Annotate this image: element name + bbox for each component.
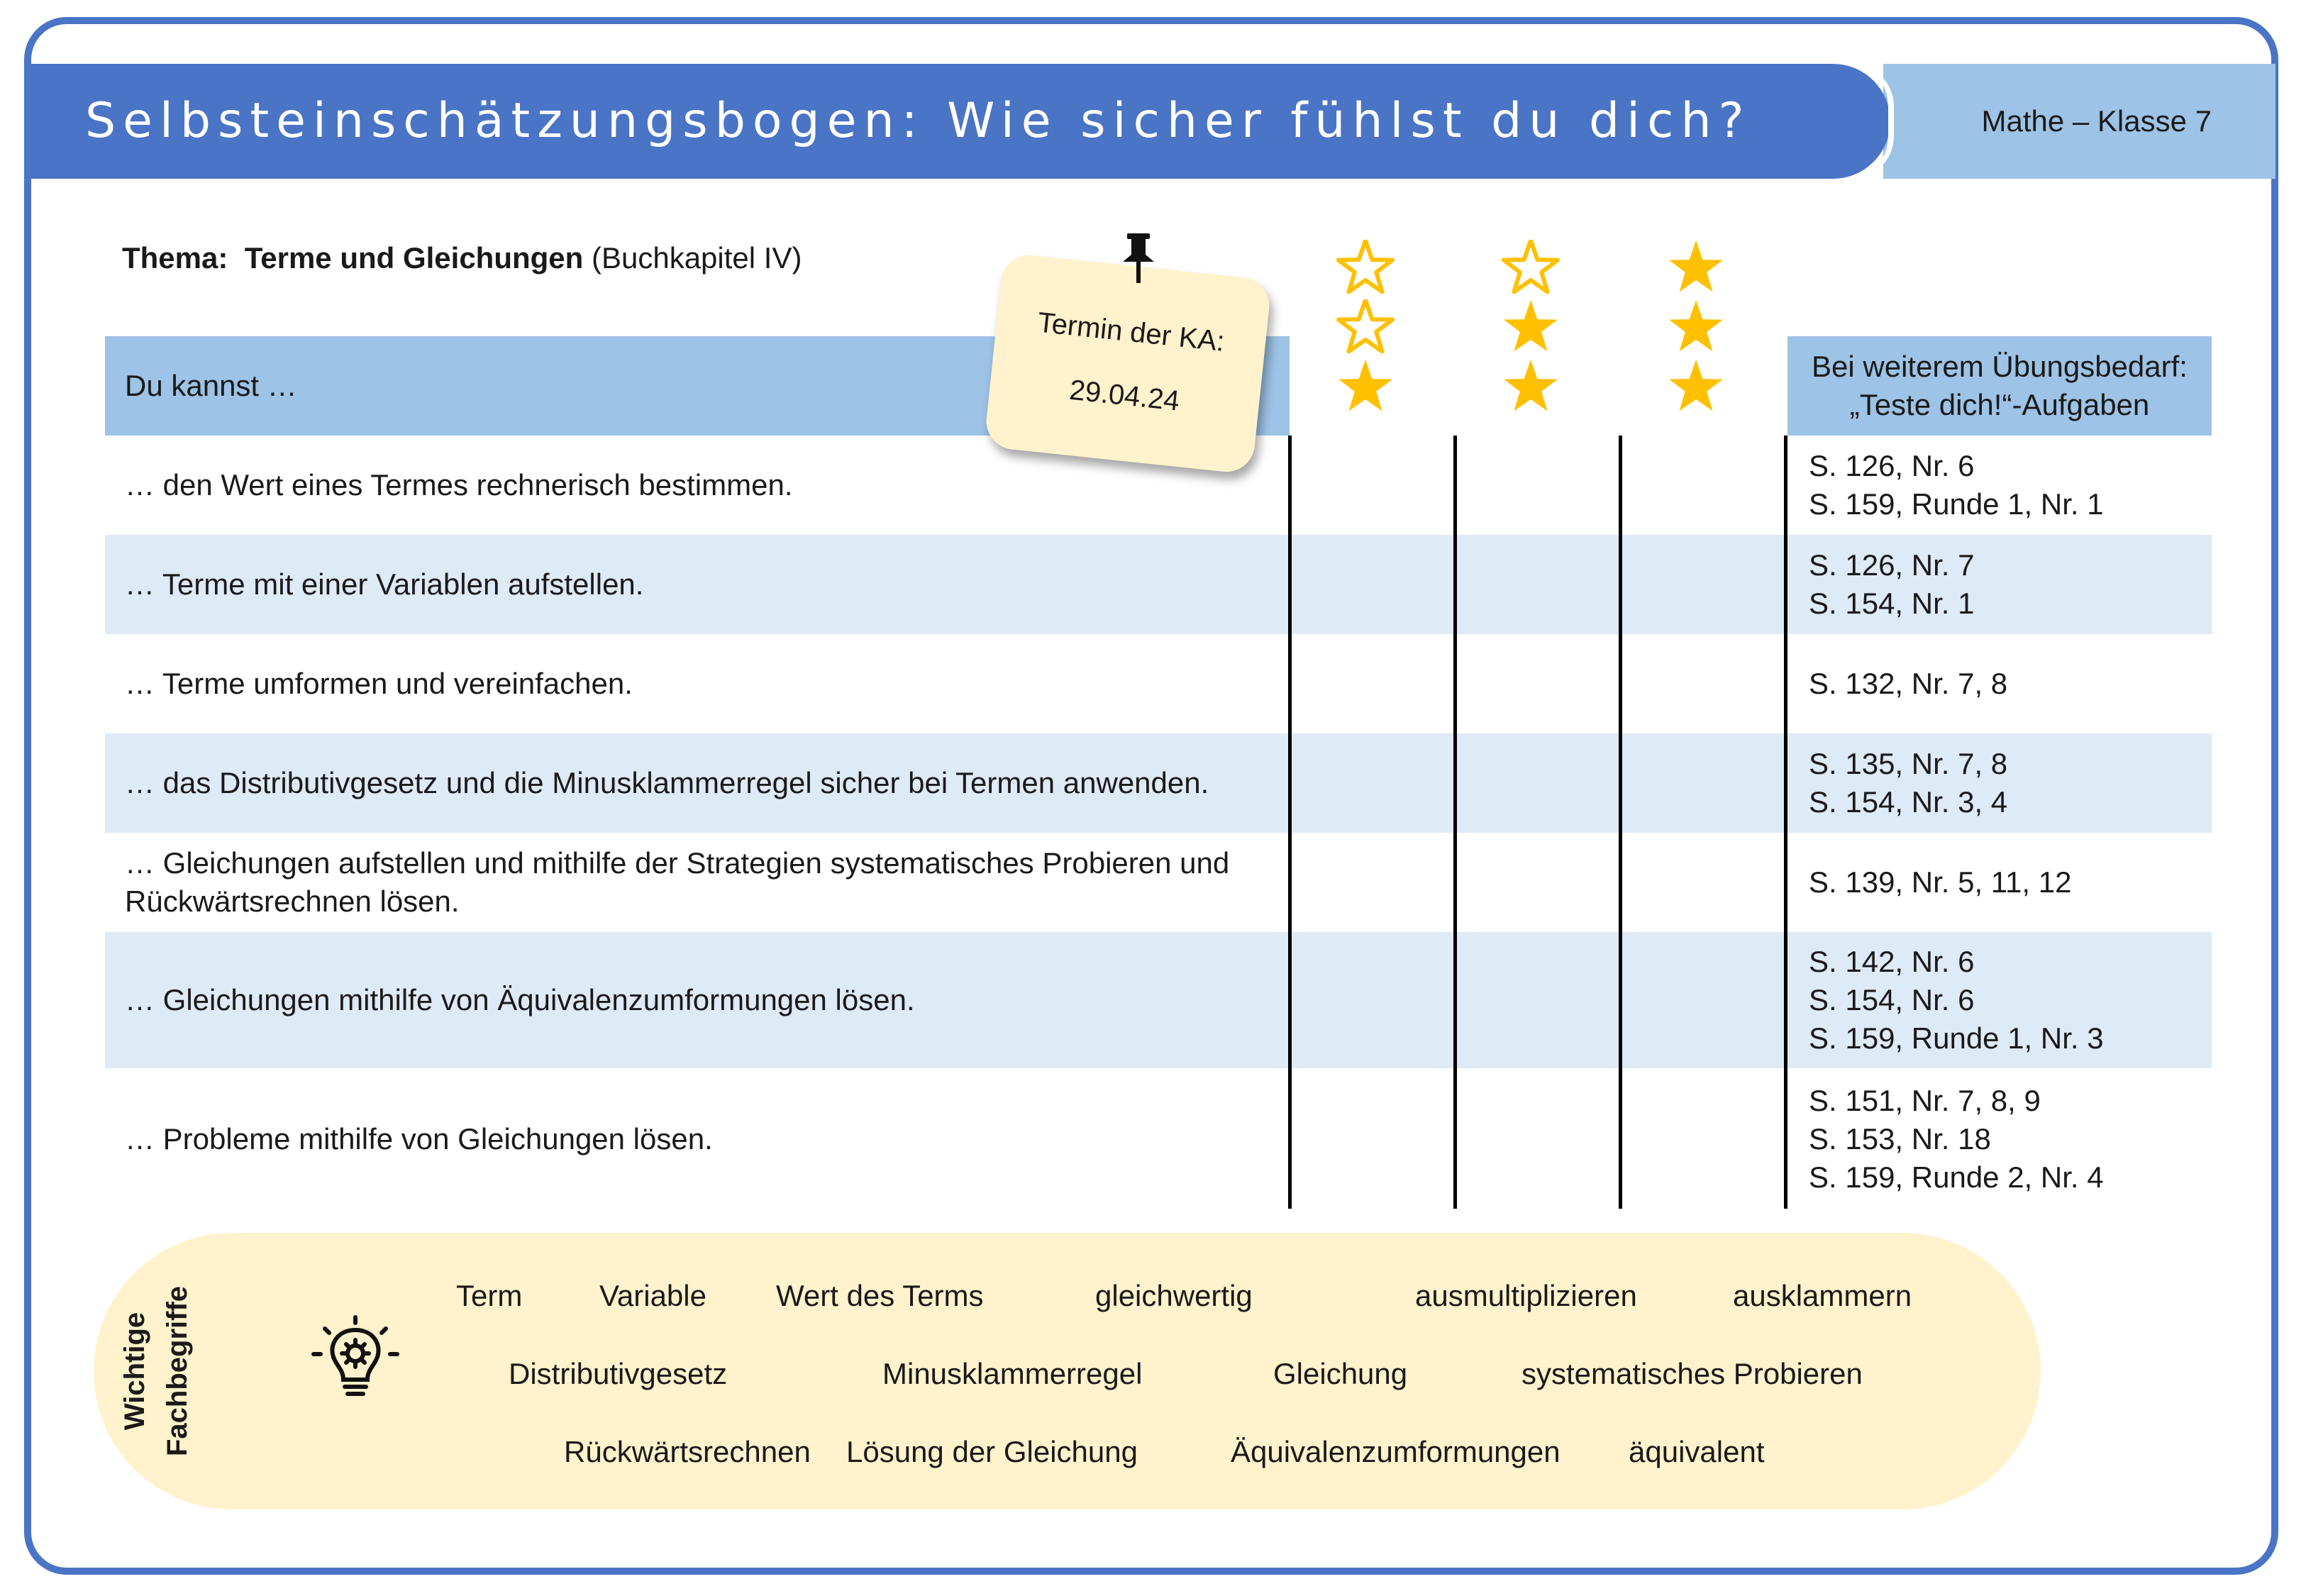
rating-column-line bbox=[1453, 436, 1457, 1209]
exercise-ref: S. 126, Nr. 6 bbox=[1809, 449, 1975, 482]
table-row-skill: … Terme mit einer Variablen aufstellen. bbox=[125, 567, 644, 601]
star-filled-icon bbox=[1499, 299, 1563, 355]
topic-prefix: Thema: bbox=[122, 241, 228, 275]
page-title: Selbsteinschätzungsbogen: Wie sicher fühlst du dich? bbox=[85, 93, 1751, 149]
table-row-refs bbox=[1809, 833, 2206, 932]
exercises-header-line1: Bei weiterem Übungsbedarf: bbox=[1812, 350, 2188, 383]
glossary-term: Wert des Terms bbox=[776, 1279, 984, 1312]
header-subject-panel bbox=[1883, 64, 2275, 179]
topic-name: Terme und Gleichungen bbox=[244, 241, 584, 275]
glossary-term: Gleichung bbox=[1273, 1357, 1408, 1390]
star-filled-icon bbox=[1664, 359, 1728, 414]
table-row-skill: … den Wert eines Termes rechnerisch bestimmen. bbox=[125, 468, 793, 501]
star-outline-icon bbox=[1499, 240, 1563, 295]
exercise-ref: S. 142, Nr. 6 bbox=[1809, 945, 1975, 978]
star-filled-icon bbox=[1334, 359, 1397, 414]
pushpin-icon bbox=[1117, 231, 1160, 291]
exercise-ref: S. 159, Runde 2, Nr. 4 bbox=[1809, 1160, 2104, 1194]
rating-level-1 bbox=[1334, 240, 1404, 419]
star-outline-icon bbox=[1334, 240, 1397, 295]
table-row-skill: … das Distributivgesetz und die Minusklammerregel sicher bei Termen anwenden. bbox=[125, 766, 1209, 799]
table-row-skill: … Probleme mithilfe von Gleichungen lösen. bbox=[125, 1122, 713, 1156]
glossary-term: äquivalent bbox=[1629, 1435, 1765, 1468]
glossary-term: Rückwärtsrechnen bbox=[564, 1435, 811, 1468]
exercise-ref: S. 135, Nr. 7, 8 bbox=[1809, 747, 2008, 780]
exam-date-label: Termin der KA: bbox=[1036, 306, 1226, 358]
star-filled-icon bbox=[1499, 359, 1563, 414]
rating-column-line bbox=[1288, 436, 1292, 1209]
glossary-term: Lösung der Gleichung bbox=[846, 1435, 1138, 1468]
table-header-skills: Du kannst … bbox=[125, 369, 297, 402]
table-row-refs bbox=[1809, 634, 2206, 733]
exercise-ref: S. 126, Nr. 7 bbox=[1809, 548, 1975, 582]
exercise-ref: S. 153, Nr. 18 bbox=[1809, 1122, 1991, 1156]
glossary-term: gleichwertig bbox=[1095, 1279, 1253, 1312]
header-subject: Mathe – Klasse 7 bbox=[1981, 104, 2212, 138]
glossary-term: Distributivgesetz bbox=[509, 1357, 728, 1390]
table-row-skill: … Gleichungen mithilfe von Äquivalenzumformungen lösen. bbox=[125, 983, 915, 1016]
table-row-refs bbox=[1809, 932, 2206, 1068]
exercise-ref: S. 154, Nr. 1 bbox=[1809, 587, 1975, 620]
glossary-term: Äquivalenzumformungen bbox=[1231, 1435, 1561, 1468]
exercise-ref: S. 159, Runde 1, Nr. 1 bbox=[1809, 487, 2104, 521]
exercise-ref: S. 159, Runde 1, Nr. 3 bbox=[1809, 1021, 2104, 1055]
exam-date-value: 29.04.24 bbox=[1068, 374, 1182, 417]
table-row-skill: … Terme umformen und vereinfachen. bbox=[125, 667, 633, 700]
table-row-refs bbox=[1809, 535, 2206, 634]
lightbulb-gear-icon bbox=[309, 1314, 401, 1410]
star-filled-icon bbox=[1664, 299, 1728, 355]
glossary-term: Term bbox=[456, 1279, 523, 1312]
rating-column-line bbox=[1619, 436, 1622, 1209]
star-outline-icon bbox=[1334, 299, 1397, 355]
glossary-label: Wichtige Fachbegriffe bbox=[119, 1285, 193, 1457]
rating-level-3 bbox=[1664, 240, 1735, 419]
exercises-header-line2: „Teste dich!“-Aufgaben bbox=[1849, 388, 2150, 421]
glossary-term: Minusklammerregel bbox=[882, 1357, 1143, 1390]
glossary-term: ausklammern bbox=[1733, 1279, 1912, 1312]
exercise-ref: S. 132, Nr. 7, 8 bbox=[1809, 667, 2008, 700]
table-row-refs bbox=[1809, 1068, 2206, 1210]
rating-level-2 bbox=[1499, 240, 1570, 419]
table-row-refs bbox=[1809, 733, 2206, 833]
table-row-refs bbox=[1809, 436, 2206, 535]
topic-line bbox=[122, 241, 802, 275]
table-header-exercises bbox=[1787, 336, 2212, 436]
exercise-ref: S. 139, Nr. 5, 11, 12 bbox=[1809, 865, 2072, 899]
exercise-ref: S. 154, Nr. 3, 4 bbox=[1809, 785, 2008, 819]
table-row-skill: … Gleichungen aufstellen und mithilfe der Strategien systematisches Probieren und Rückwärtsrechnen lösen. bbox=[125, 846, 1230, 918]
glossary-term: ausmultiplizieren bbox=[1415, 1279, 1637, 1312]
rating-column-line bbox=[1784, 436, 1787, 1209]
glossary-term: systematisches Probieren bbox=[1521, 1357, 1863, 1390]
star-filled-icon bbox=[1664, 240, 1728, 295]
topic-chapter: (Buchkapitel IV) bbox=[591, 241, 802, 275]
exercise-ref: S. 151, Nr. 7, 8, 9 bbox=[1809, 1084, 2041, 1117]
glossary-term: Variable bbox=[599, 1279, 706, 1312]
exercise-ref: S. 154, Nr. 6 bbox=[1809, 983, 1975, 1016]
